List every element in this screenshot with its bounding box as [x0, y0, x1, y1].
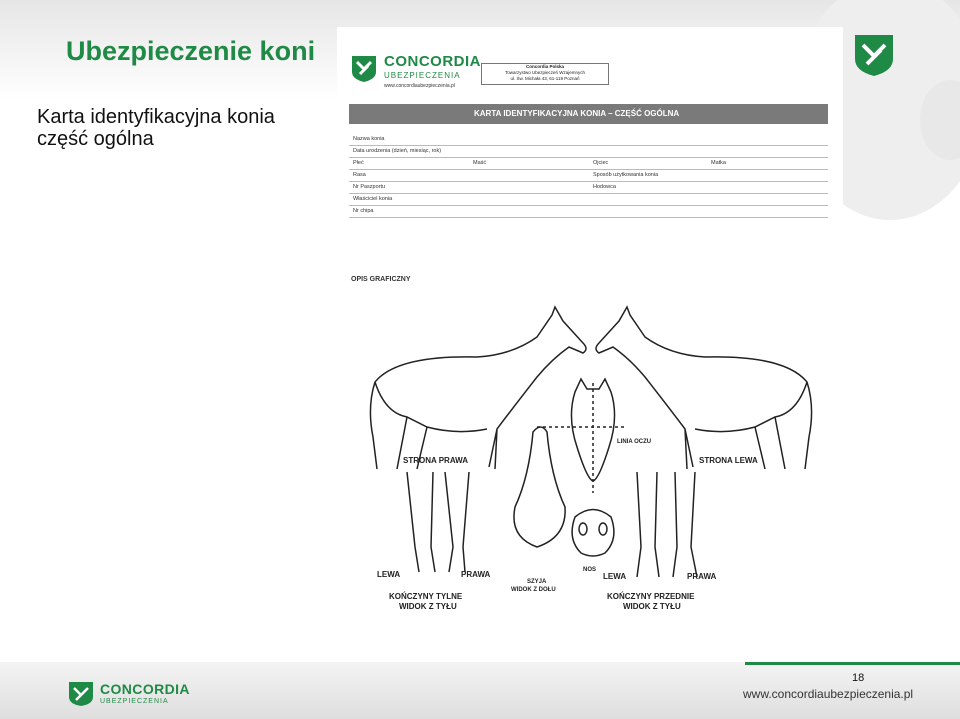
form-row: [349, 194, 828, 206]
doc-address-line-3: ul. Św. Michała 43, 61-119 Poznań: [510, 76, 580, 81]
doc-address-box: [481, 63, 609, 85]
horse-neck-below-outline: [514, 427, 565, 547]
form-row: [349, 170, 828, 182]
field-label: Sposób użytkowania konia: [593, 172, 659, 178]
horse-right-side-outline: [370, 307, 586, 469]
doc-brand-name: CONCORDIA: [384, 53, 481, 70]
label-tylne-1: KOŃCZYNY TYLNE: [389, 592, 463, 601]
field-label: Matka: [711, 160, 726, 166]
slide-title: Ubezpieczenie koni: [66, 36, 316, 66]
label-nos: NOS: [583, 567, 597, 573]
field-label: Właściciel konia: [353, 196, 393, 202]
label-strona-prawa: STRONA PRAWA: [403, 456, 469, 465]
slide-subtitle: [37, 106, 275, 150]
doc-form-table: [349, 134, 828, 218]
field-label: Ojciec: [593, 160, 609, 166]
label-przednie-2: WIDOK Z TYŁU: [623, 602, 681, 611]
label-przednie-1: KOŃCZYNY PRZEDNIE: [607, 592, 695, 601]
label-tylne-2: WIDOK Z TYŁU: [399, 602, 457, 611]
form-row: [349, 134, 828, 146]
label-lewa-tyl: LEWA: [377, 570, 401, 579]
horse-nose-outline: [572, 510, 614, 557]
concordia-logo-icon: [349, 53, 379, 83]
label-strona-lewa: STRONA LEWA: [699, 456, 758, 465]
label-prawa-tyl: PRAWA: [461, 570, 491, 579]
hind-legs-back-outline: [407, 472, 469, 572]
doc-address-line-1: Concordia Polska: [525, 64, 564, 69]
label-lewa-przod: LEWA: [603, 572, 627, 581]
footer-brand-sub: UBEZPIECZENIA: [100, 698, 169, 705]
subtitle-line-2: część ogólna: [37, 128, 154, 150]
doc-url: www.concordiaubezpieczenia.pl: [384, 83, 455, 89]
field-label: Nr Paszportu: [353, 184, 386, 190]
horse-head-front-outline: [537, 379, 627, 493]
front-legs-back-outline: [637, 472, 697, 577]
field-label: Data urodzenia (dzień, miesiąc, rok): [353, 148, 442, 154]
form-row: [349, 146, 828, 158]
concordia-logo-icon: [853, 33, 895, 77]
footer-accent-line: [745, 662, 960, 665]
form-row: [349, 158, 828, 170]
label-szyja-2: WIDOK Z DOŁU: [511, 587, 556, 593]
form-row: [349, 206, 828, 218]
doc-brand-sub: UBEZPIECZENIA: [384, 71, 461, 80]
field-label: Nazwa konia: [353, 136, 385, 142]
field-label: Maść: [473, 160, 487, 166]
field-label: Nr chipa: [353, 208, 374, 214]
field-label: Hodowca: [593, 184, 616, 190]
slide-footer: [0, 662, 960, 719]
subtitle-line-1: Karta identyfikacyjna konia: [37, 106, 275, 128]
page-number: 18: [852, 672, 865, 684]
footer-brand-name: CONCORDIA: [100, 681, 190, 697]
horse-diagram: [337, 297, 843, 621]
footer-url: www.concordiaubezpieczenia.pl: [743, 687, 914, 701]
identification-card-document: [337, 27, 843, 621]
form-row: [349, 182, 828, 194]
label-prawa-przod: PRAWA: [687, 572, 717, 581]
label-linia-oczu: LINIA OCZU: [617, 439, 652, 445]
label-szyja-1: SZYJA: [527, 579, 547, 585]
graphic-description-heading: OPIS GRAFICZNY: [351, 276, 411, 283]
doc-header-bar: KARTA IDENTYFIKACYJNA KONIA – CZĘŚĆ OGÓLNA: [349, 104, 828, 124]
concordia-logo-icon: [68, 681, 94, 707]
field-label: Płeć: [353, 160, 364, 166]
field-label: Rasa: [353, 172, 366, 178]
doc-address-line-2: Towarzystwo Ubezpieczeń Wzajemnych: [504, 70, 586, 75]
